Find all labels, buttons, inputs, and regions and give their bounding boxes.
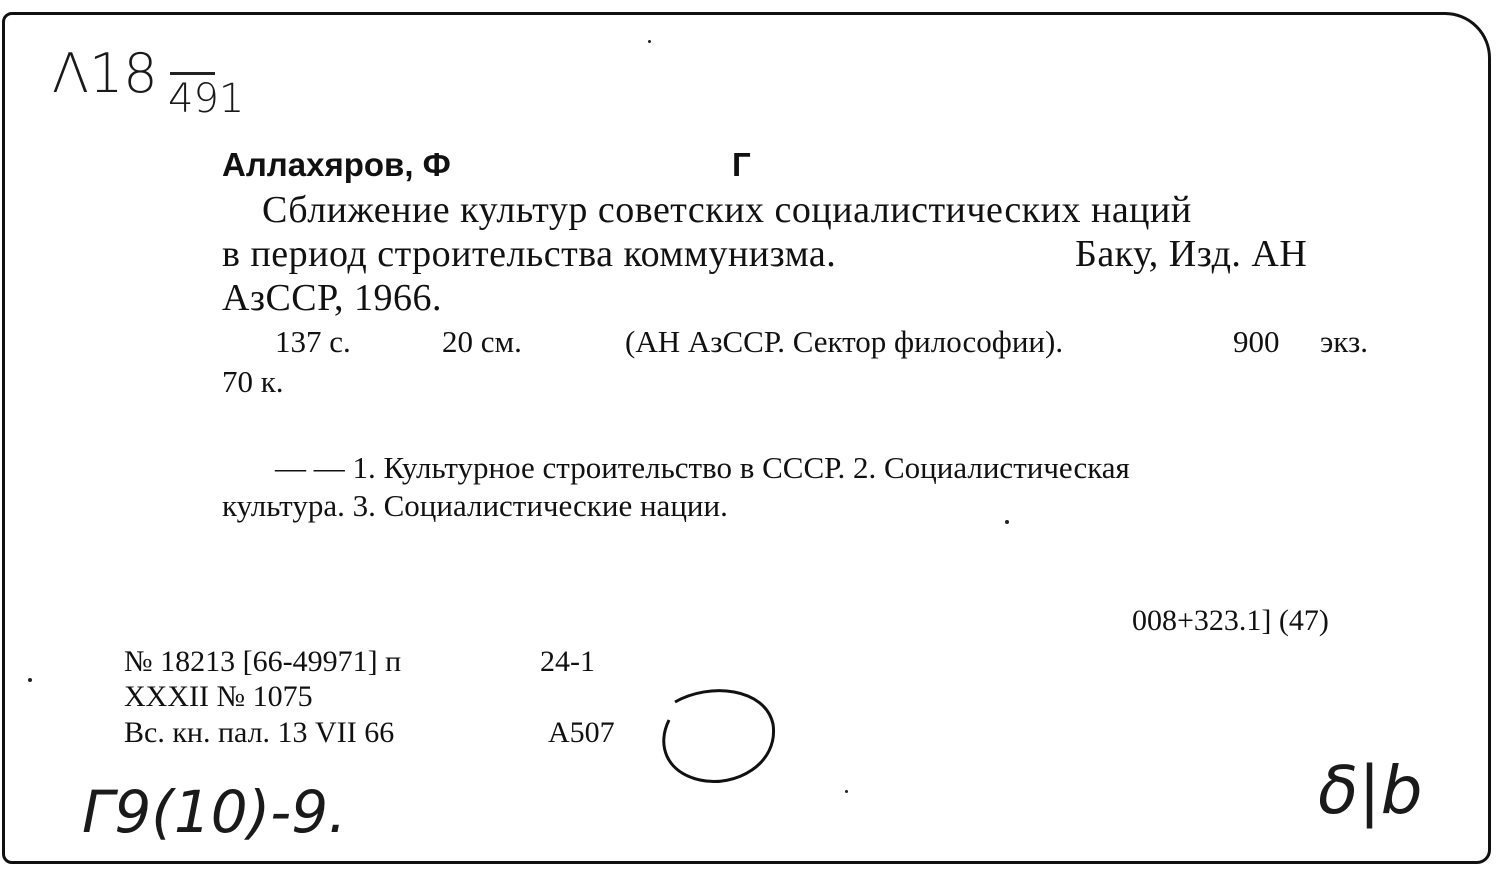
handwritten-bottom-left: Г9(10)-9. — [82, 778, 347, 846]
author-initial: Г — [732, 146, 751, 183]
handwritten-bottom-right: δ|b — [1318, 752, 1423, 829]
handwritten-shelf-number: 491 — [168, 76, 245, 122]
classification-number: 008+323.1] (47) — [1132, 604, 1329, 637]
ink-speck — [1005, 520, 1009, 524]
collation-price: 70 к. — [222, 364, 284, 399]
collation-copies: 900 — [1233, 324, 1280, 359]
shelf-mark-overline — [170, 72, 215, 75]
title-line-1: Сближение культур советских социалистических наций — [262, 189, 1192, 231]
ink-speck — [845, 790, 848, 793]
collation-copies-unit: экз. — [1320, 324, 1368, 359]
issue-number: XXXII № 1075 — [124, 680, 313, 713]
collation-pages: 137 с. — [275, 324, 351, 359]
subjects-line-1: — — 1. Культурное строительство в СССР. 2. Социалистическая — [275, 450, 1130, 485]
author-name: Аллахяров, Ф — [222, 146, 451, 183]
book-chamber-code: А507 — [548, 716, 615, 749]
handwritten-shelf-mark: Λ18 — [52, 42, 158, 105]
book-chamber-date: Вс. кн. пал. 13 VII 66 — [124, 716, 395, 749]
record-number: № 18213 [66-49971] п — [124, 645, 402, 678]
ink-speck — [28, 678, 32, 682]
title-line-2: в период строительства коммунизма. — [222, 233, 837, 275]
collation-series: (АН АзССР. Сектор философии). — [625, 324, 1064, 359]
collation-size: 20 см. — [442, 324, 522, 359]
record-code: 24-1 — [540, 645, 595, 678]
hand-drawn-circle — [655, 684, 785, 794]
ink-speck — [648, 40, 651, 43]
imprint-publisher: Баку, Изд. АН — [1075, 233, 1308, 275]
imprint-year: АзССР, 1966. — [222, 277, 443, 319]
subjects-line-2: культура. 3. Социалистические нации. — [222, 488, 728, 523]
